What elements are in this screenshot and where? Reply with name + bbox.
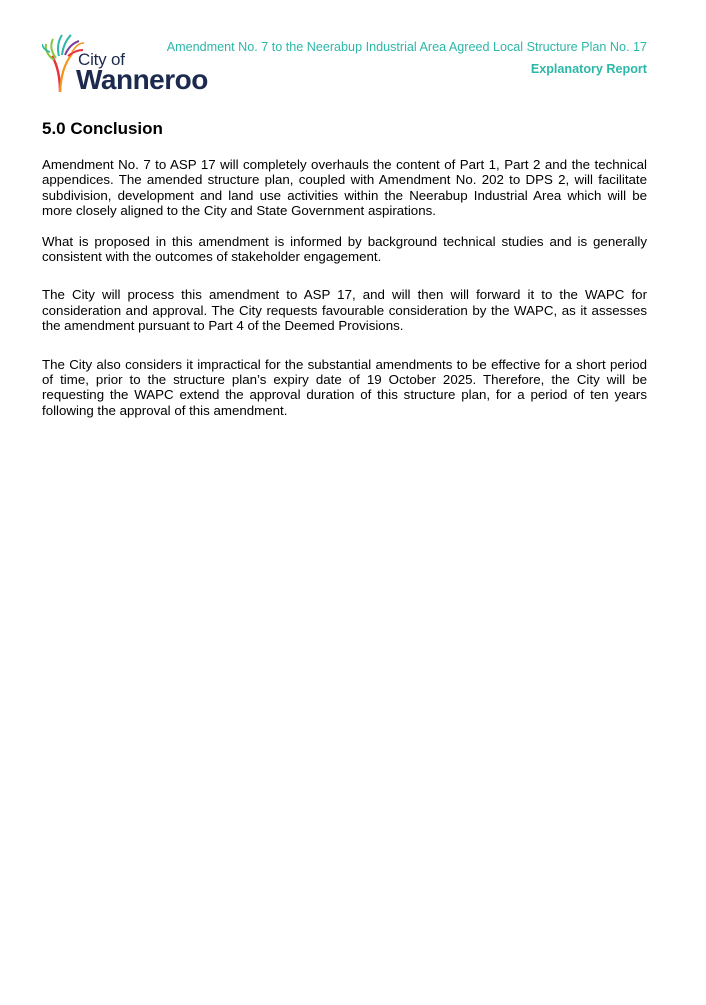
document-subtitle: Explanatory Report [530, 62, 647, 76]
paragraph: The City also considers it impractical for the substantial amendments to be effective for a short period of time, prior to the structure plan’s expiry date of 19 October 2025. Therefore, the City will be requesting the WAPC extend the approval duration of this structure plan, for a period of ten years following the approval of this amendment. [42, 356, 647, 418]
logo-line-wanneroo: Wanneroo [76, 64, 208, 95]
section-heading: 5.0 Conclusion [42, 119, 163, 138]
section-body [42, 157, 647, 418]
logo-line-city-of: City of [78, 50, 125, 69]
paragraph: Amendment No. 7 to ASP 17 will completely overhauls the content of Part 1, Part 2 and the technical appendices. The amended structure plan, coupled with Amendment No. 202 to DPS 2, will facilitate subdivision, development and land use activities within the Neerabup Industrial Area which will be more closely aligned to the City and State Government aspirations. [42, 157, 647, 219]
paragraph: What is proposed in this amendment is informed by background technical studies and is generally consistent with the outcomes of stakeholder engagement. [42, 233, 647, 265]
paragraph: The City will process this amendment to ASP 17, and will then will forward it to the WAPC for consideration and approval. The City requests favourable consideration by the WAPC, as it assesses the amendment pursuant to Part 4 of the Deemed Provisions. [42, 287, 647, 334]
document-title: Amendment No. 7 to the Neerabup Industrial Area Agreed Local Structure Plan No. 17 [166, 40, 647, 54]
